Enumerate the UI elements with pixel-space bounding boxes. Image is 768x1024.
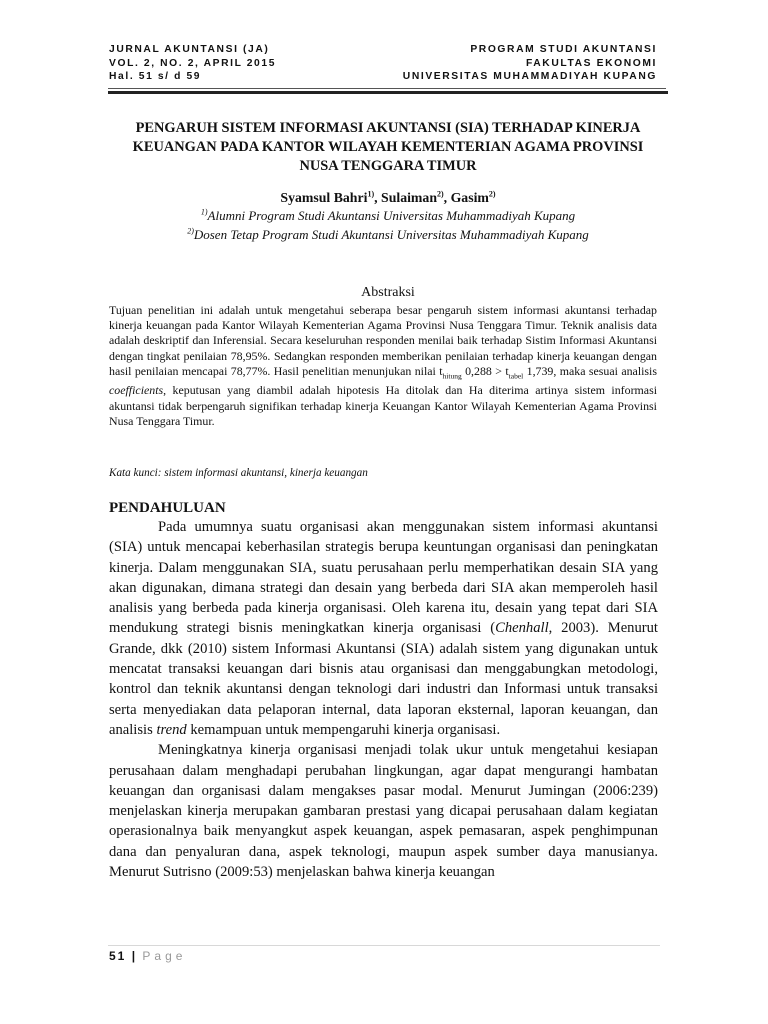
- footer-divider: [108, 945, 660, 946]
- author-list: Syamsul Bahri$^{1)}$, Sulaiman$^{2)}$, Gasim$^{2)}$: [280, 189, 496, 205]
- paragraph: Meningkatnya kinerja organisasi menjadi tolak ukur untuk mengetahui kesiapan perusahaan dalam menghadapi perubahan lingkungan, agar dapat mengurangi hambatan keuangan dan organisasi dalam mengakses pasar modal. Menurut Jumingan (2006:239) menjelaskan kinerja merupakan gambaran prestasi yang dicapai perusahaan dalam kegiatan operasionalnya baik menyangkut aspek keuangan, aspek pemasaran, aspek penghimpunan dana dan penyaluran dana, aspek teknologi, maupun aspek sumber daya manusianya. Menurut Sutrisno (2009:53) menjelaskan bahwa kinerja keuangan: [109, 742, 658, 881]
- header-divider-thick: [108, 91, 668, 94]
- journal-pages: Hal. 51 s/ d 59: [109, 71, 202, 83]
- author-name: Sulaiman: [381, 190, 437, 205]
- university-name: UNIVERSITAS MUHAMMADIYAH KUPANG: [402, 71, 657, 83]
- title-line-2: KEUANGAN PADA KANTOR WILAYAH KEMENTERIAN AGAMA PROVINSI: [132, 139, 644, 155]
- page-number: 51: [109, 949, 127, 963]
- faculty-name: FAKULTAS EKONOMI: [525, 57, 657, 69]
- journal-header-left: [109, 43, 276, 84]
- author-name: Gasim: [450, 190, 489, 205]
- author-name: Syamsul Bahri: [280, 190, 368, 205]
- abstract-body: Tujuan penelitian ini adalah untuk mengetahui seberapa besar pengaruh sistem informasi akuntansi terhadap kinerja keuangan pada Kantor Wilayah Kementerian Agama Provinsi Nusa Tenggara Timur. Teknik analisis data adalah deskriptif dan Inferensial. Secara keseluruhan responden menilai baik terhadap Sistim Informasi Akuntansi dengan tingkat penilaian 78,95%. Sedangkan responden memberikan penilaian terhadap kinerja keuangan dengan hasil penilaian mencapai 78,77%. Hasil penelitian menunjukan nilai $t_{hitung}$ $0,288 > t_{tabel}$ 1,739, maka sesuai analisis coefficients, keputusan yang diambil adalah hipotesis Ha ditolak dan Ha diterima artinya sistem informasi akuntansi tidak berpengaruh signifikan terhadap kinerja Keuangan Kantor Wilayah Kementerian Agama Provinsi Nusa Tenggara Timur.: [109, 303, 657, 428]
- page-label: Page: [142, 949, 187, 963]
- paragraph: Pada umumnya suatu organisasi akan menggunakan sistem informasi akuntansi (SIA) untuk mencapai keberhasilan strategis berupa keuntungan organisasi dan peningkatan kinerja. Dalam menggunakan SIA, suatu perusahaan perlu memperhatikan desain SIA yang akan digunakan, dimana strategi dan desain yang berbeda dari SIA akan memperoleh hasil analisis yang berbeda pada kinerja organisasi. Oleh karena itu, desain yang tepat dari SIA mendukung strategi bisnis meningkatkan kinerja organisasi (Chenhall, 2003). Menurut Grande, dkk (2010) sistem Informasi Akuntansi (SIA) adalah sistem yang digunakan untuk mencatat transaksi keuangan dari bisnis atau organisasi dan menggabungkan metodologi, kontrol dan teknik akuntansi dengan teknologi dari industri dan Informasi untuk transaksi serta menyediakan data pelaporan internal, data laporan eksternal, laporan keuangan, dan analisis trend kemampuan untuk mempengaruhi kinerja organisasi.: [109, 519, 658, 738]
- author-affiliation-mark: 1): [367, 189, 375, 199]
- affiliation-2: $^{2)}$Dosen Tetap Program Studi Akuntansi Universitas Muhammadiyah Kupang: [187, 226, 589, 242]
- keywords: Kata kunci: sistem informasi akuntansi, kinerja keuangan: [109, 467, 368, 479]
- paper-title: [109, 119, 667, 176]
- journal-name: JURNAL AKUNTANSI (JA): [109, 44, 270, 55]
- page-footer: [109, 949, 186, 963]
- program-name: PROGRAM STUDI AKUNTANSI: [470, 44, 657, 55]
- abstract-heading: Abstraksi: [361, 285, 415, 300]
- section-heading: PENDAHULUAN: [109, 500, 226, 516]
- title-line-3: NUSA TENGGARA TIMUR: [299, 158, 477, 174]
- title-line-1: PENGARUH SISTEM INFORMASI AKUNTANSI (SIA) TERHADAP KINERJA: [135, 120, 641, 136]
- affiliation-1: $^{1)}$Alumni Program Studi Akuntansi Universitas Muhammadiyah Kupang: [200, 207, 576, 223]
- journal-header-right: [403, 43, 657, 84]
- section-body: [109, 517, 658, 882]
- author-affiliation-mark: 2): [437, 189, 444, 199]
- header-divider-thin: [108, 88, 666, 89]
- author-affiliation-mark: 2): [488, 189, 496, 199]
- footer-separator: |: [131, 949, 138, 963]
- journal-volume: VOL. 2, NO. 2, APRIL 2015: [109, 57, 277, 69]
